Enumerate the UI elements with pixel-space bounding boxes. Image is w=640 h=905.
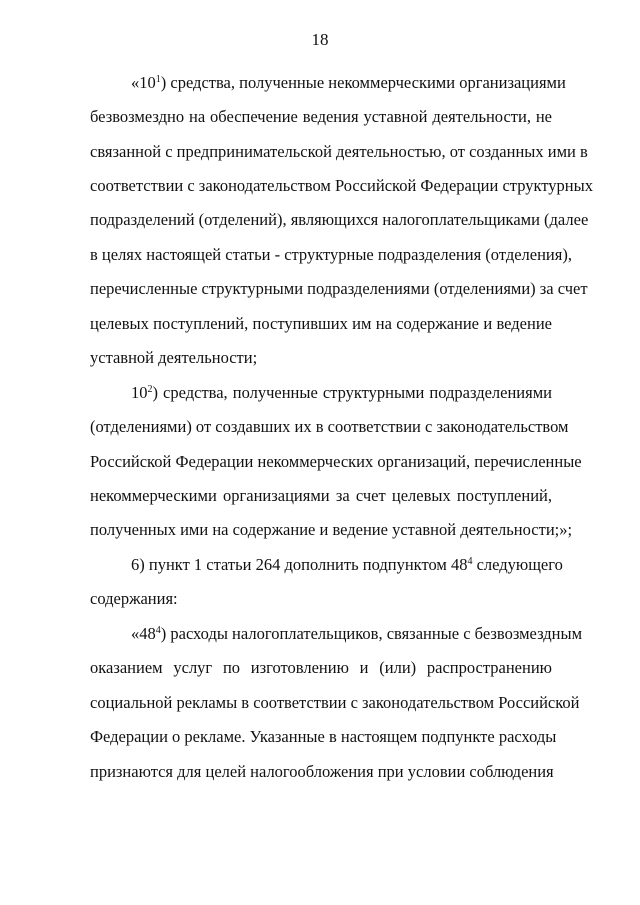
page-number: 18 — [311, 30, 329, 49]
paragraph-3-line-1: 6) пункт 1 статьи 264 дополнить подпунктом $48^4$ следующего — [131, 555, 563, 574]
paragraph-1-line-9: уставной деятельности; — [90, 348, 258, 367]
paragraph-4-line-1: «$48^4$) расходы налогоплательщиков, связанные с безвозмездным — [131, 624, 583, 643]
paragraph-2-line-3: Российской Федерации некоммерческих организаций, перечисленные — [90, 452, 582, 471]
paragraph-2-line-2: (отделениями) от создавших их в соответствии с законодательством — [90, 417, 569, 436]
paragraph-2-line-1: $10^2$) средства, полученные структурными подразделениями — [131, 383, 552, 402]
paragraph-3-line-2: содержания: — [90, 589, 178, 608]
paragraph-1-line-6: в целях настоящей статьи - структурные подразделения (отделения), — [90, 245, 572, 264]
paragraph-1-line-3: связанной с предпринимательской деятельностью, от созданных ими в — [90, 142, 588, 161]
paragraph-1-line-5: подразделений (отделений), являющихся налогоплательщиками (далее — [90, 210, 589, 229]
paragraph-4-line-2: оказанием услуг по изготовлению и (или) распространению — [90, 658, 552, 677]
paragraph-1-line-8: целевых поступлений, поступивших им на содержание и ведение — [90, 314, 552, 333]
paragraph-4-line-4: Федерации о рекламе. Указанные в настоящем подпункте расходы — [90, 727, 557, 746]
paragraph-4-line-3: социальной рекламы в соответствии с законодательством Российской — [90, 693, 580, 712]
paragraph-4-line-5: признаются для целей налогообложения при условии соблюдения — [90, 762, 554, 781]
paragraph-1-line-2: безвозмездно на обеспечение ведения уставной деятельности, не — [90, 107, 552, 126]
paragraph-2-line-4: некоммерческими организациями за счет целевых поступлений, — [90, 486, 552, 505]
paragraph-2-line-5: полученных ими на содержание и ведение уставной деятельности;»; — [90, 520, 573, 539]
paragraph-1-line-1: «$10^1$) средства, полученные некоммерческими организациями — [131, 73, 566, 92]
paragraph-1-line-4: соответствии с законодательством Российской Федерации структурных — [90, 176, 593, 195]
paragraph-1-line-7: перечисленные структурными подразделениями (отделениями) за счет — [90, 279, 588, 298]
